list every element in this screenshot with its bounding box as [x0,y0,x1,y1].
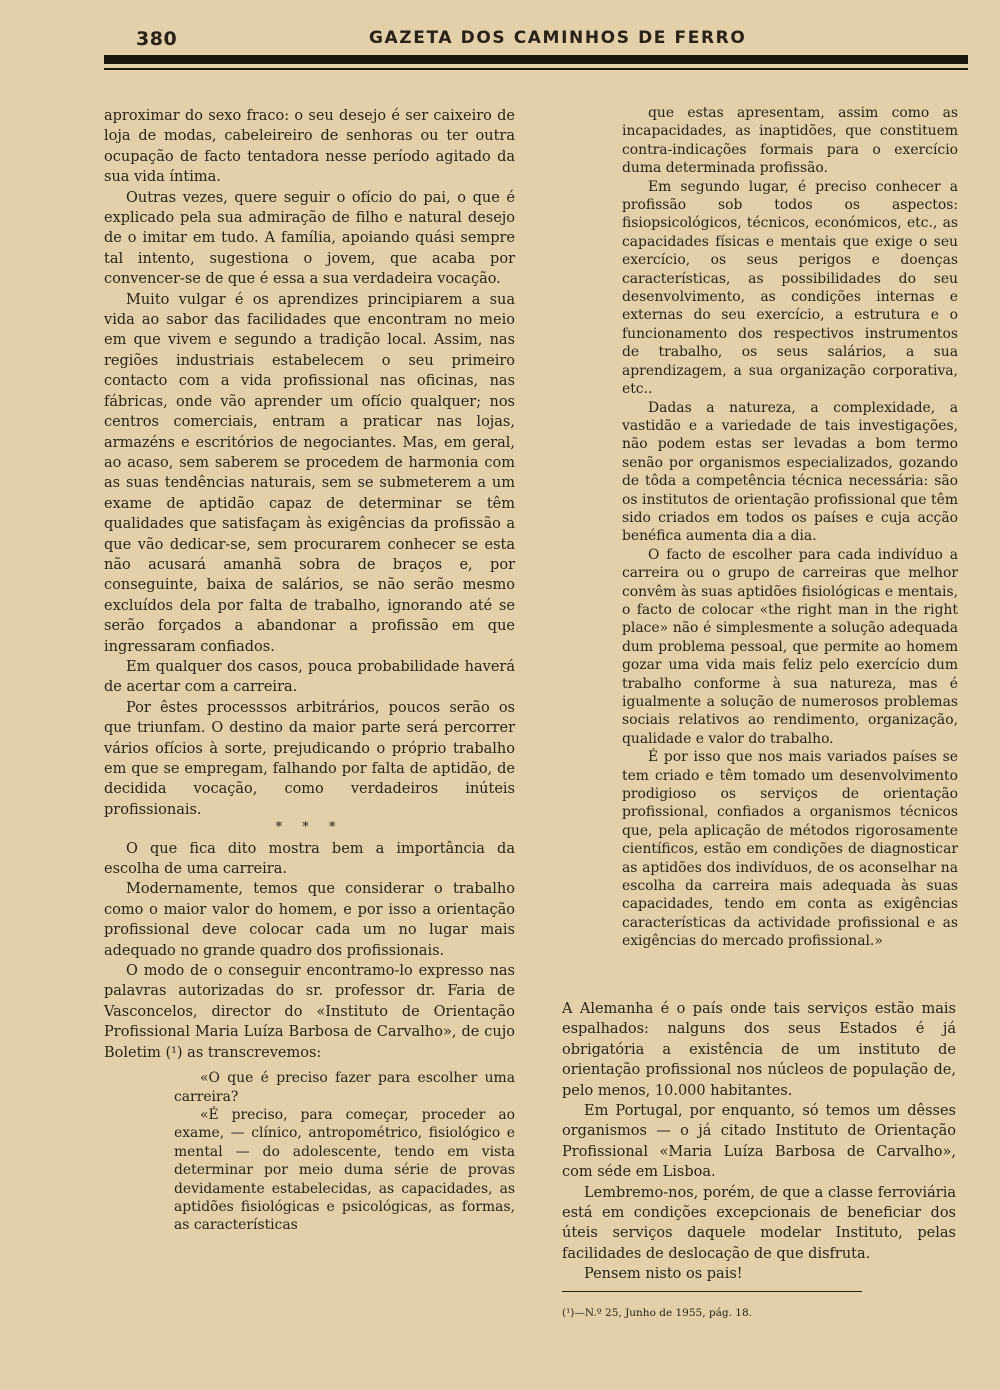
footnote-marker: (¹) [165,1044,183,1061]
paragraph: Muito vulgar é os aprendizes principiarem a sua vida ao sabor das facilidades que encontram no meio em que vivem e segundo a tradição local. Assim, nas regiões industriais estabelecem o seu primeiro contacto com a vida profissional nas oficinas, nas fábricas, onde vão aprender um ofício qualquer; nos centros comerciais, entram a praticar nas lojas, armazéns e escritórios de negociantes. Mas, em geral, ao acaso, sem saberem se procedem de harmonia com as suas tendências naturais, sem se submeterem a um exame de aptidão capaz de determinar se têm qualidades que satisfaçam às exigências da profissão a que vão dedicar-se, sem procurarem conhecer se esta não acusará amanhã sobra de braços e, por conseguinte, baixa de salários, se não serão mesmo excluídos dela por falta de trabalho, ignorando até se serão forçados a abandonar a profissão em que ingressaram confiados. [104,291,515,655]
paragraph: A Alemanha é o país onde tais serviços estão mais espalhados: nalguns dos seus Estados é já obrigatória a existência de um instituto de orientação profissional nos núcleos de população de, pelo menos, 10.000 habitantes. [562,1001,956,1099]
section-separator: * * * [275,820,344,836]
paragraph: aproximar do sexo fraco: o seu desejo é ser caixeiro de loja de modas, cabeleireiro de senhoras ou ter outra ocupação de facto tentadora nesse período agitado da sua vida íntima. [104,108,515,186]
paragraph: Outras vezes, quere seguir o ofício do pai, o que é explicado pela sua admiração de filho e natural desejo de o imitar em tudo. A família, apoiando quási sempre tal intento, sugestiona o jovem, que acaba por convencer-se de que é essa a sua verdadeira vocação. [104,189,515,288]
quote-paragraph: que estas apresentam, assim como as incapacidades, as inaptidões, que constituem contra-indicações formais para o exercício duma determinada profissão. [622,105,958,177]
quote-paragraph: «É preciso, para começar, proceder ao exame, — clínico, antropométrico, fisiológico e mental — do adolescente, tendo em vista determinar por meio duma série de provas devidamente estabelecidas, as capacidades, as aptidões fisiológicas e psicológicas, as formas, as características [174,1106,515,1234]
page-number: 380 [136,28,178,50]
paragraph: Modernamente, temos que considerar o trabalho como o maior valor do homem, e por isso a orientação profissional deve colocar cada um no lugar mais adequado no grande quadro dos profissionais. [104,881,515,959]
footnote: (¹)—N.º 25, Junho de 1955, pág. 18. [562,1306,752,1319]
quote-paragraph: «O que é preciso fazer para escolher uma carreira? [174,1070,515,1105]
paragraph: Por êstes processsos arbitrários, poucos serão os que triunfam. O destino da maior parte será percorrer vários ofícios à sorte, prejudicando o próprio trabalho em que se empregam, falhando por falta de aptidão, de decidida vocação, como verdadeiros inúteis profissionais. [104,699,515,818]
header-rule-thick [104,55,968,64]
footnote-divider [562,1291,862,1292]
block-quote [174,1069,515,1235]
right-column-body [562,999,956,1320]
journal-title: GAZETA DOS CAMINHOS DE FERRO [369,28,747,48]
header-rule-thin [104,68,968,70]
page-header [104,22,968,50]
right-column-quote [622,104,958,951]
quote-paragraph: O facto de escolher para cada indivíduo a carreira ou o grupo de carreiras que melhor convêm às suas aptidões fisiológicas e mentais, o facto de colocar «the right man in the right place» não é simplesmente a solução adequada dum problema pessoal, que permite ao homem gozar uma vida mais feliz pelo exercício dum trabalho conforme à sua natureza, mas é igualmente a solução de numerosos problemas sociais relativos ao rendimento, organização, qualidade e valor do trabalho. [622,546,958,747]
quote-paragraph: É por isso que nos mais variados países se tem criado e têm tomado um desenvolvimento prodigioso os serviços de orientação profissional, confiados a organismos técnicos que, pela aplicação de métodos rigorosamente científicos, estão em condições de diagnosticar as aptidões dos indivíduos, de os aconselhar na escolha da carreira mais adequada às suas capacidades, tendo em conta as exigências características da actividade profissional e as exigências do mercado profissional.» [622,749,958,950]
paragraph-text: as transcrevemos: [182,1044,322,1061]
paragraph: O que fica dito mostra bem a importância da escolha de uma carreira. [104,840,515,878]
paragraph: Em qualquer dos casos, pouca probabilidade haverá de acertar com a carreira. [104,658,515,696]
quote-paragraph: Dadas a natureza, a complexidade, a vastidão e a variedade de tais investigações, não podem estas ser levadas a bom termo senão por organismos especializados, gozando de tôda a competência técnica necessária: são os institutos de orientação profissional que têm sido criados em todos os países e cuja acção benéfica aumenta dia a dia. [622,399,958,545]
paragraph: Lembremo-nos, porém, de que a classe ferroviária está em condições excepcionais de beneficiar dos úteis serviços daquele modelar Instituto, pelas facilidades de deslocação de que disfruta. [562,1184,956,1262]
quote-paragraph: Em segundo lugar, é preciso conhecer a profissão sob todos os aspectos: fisiopsicológicos, técnicos, económicos, etc., as capacidades físicas e mentais que exige o seu exercício, os seus perigos e doenças características, as possibilidades do seu desenvolvimento, as condições internas e externas do seu exercício, a estrutura e o funcionamento dos respectivos instrumentos de trabalho, os seus salários, a sua aprendizagem, a sua organização corporativa, etc.. [622,178,958,398]
paragraph: Em Portugal, por enquanto, só temos um dêsses organismos — o já citado Instituto de Orientação Profissional «Maria Luíza Barbosa de Carvalho», com séde em Lisboa. [562,1103,956,1181]
paragraph-with-footnote [104,961,515,1063]
paragraph-text: O modo de o conseguir encontramo-lo expresso nas palavras autorizadas do sr. professor dr. Faria de Vasconcelos, director do «Instituto de Orientação Profissional Maria Luíza Barbosa de Carvalho», de cujo Boletim [104,963,515,1061]
paragraph: Pensem nisto os pais! [584,1266,743,1283]
left-column [104,106,515,1235]
